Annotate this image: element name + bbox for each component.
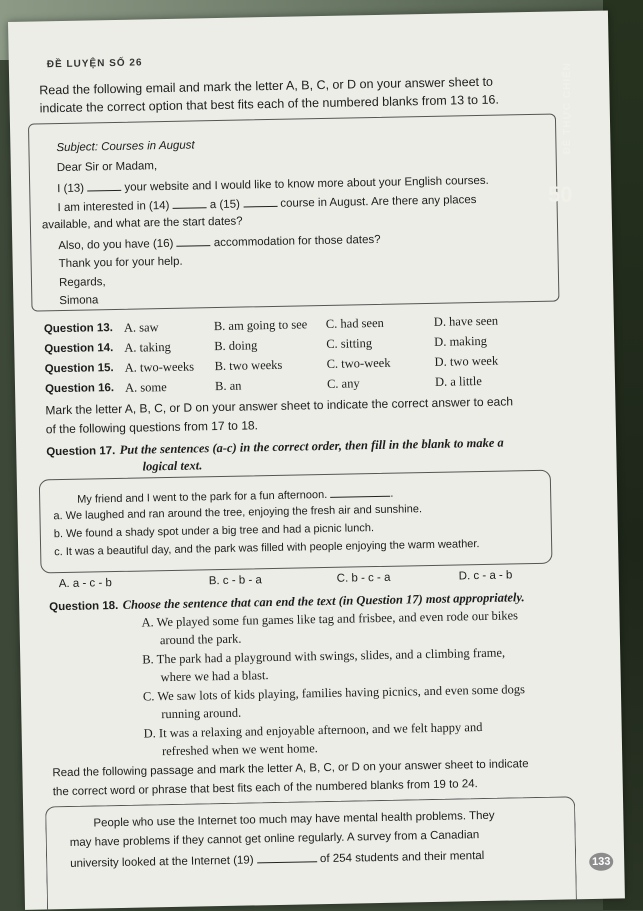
instructions-1-line-1: Read the following email and mark the letter A, B, C, or D on your answer sheet to [39,74,494,98]
passage-line-1: People who use the Internet too much may have mental health problems. They [93,809,495,830]
q18-option-c-line-1: C. We saw lots of kids playing, families having picnics, and even some dogs [142,682,526,704]
q18-option-d-line-2: refreshed when we went home. [161,741,318,759]
blank-13 [87,180,121,192]
email-signature: Simona [59,294,99,308]
q18-option-b-line-2: where we had a blast. [160,668,269,685]
q14-option-c: C. sitting [326,336,373,351]
email-salutation: Dear Sir or Madam, [56,160,158,175]
email-subject: Subject: Courses in August [56,139,195,155]
q15-option-c: C. two-week [326,355,391,371]
instructions-1-line-2: indicate the correct option that best fits each of the numbered blanks from 13 to 16. [39,92,500,116]
q15-label: Question 15. [44,362,114,376]
q18-option-a-line-1: A. We played some fun games like tag and frisbee, and even rode our bikes [141,608,519,630]
q13-option-a: A. saw [123,320,159,335]
q13-option-b: B. am going to see [213,317,308,334]
q14-option-d: D. making [434,333,488,349]
email-line-2: I am interested in (14) a (15) course in August. Are there any places [57,194,477,215]
q17-sentence-b: b. We found a shady spot under a big tree and had a picnic lunch. [53,522,375,541]
page-number: 133 [589,853,613,871]
q13-option-c: C. had seen [325,315,384,331]
q17-sentence-c: c. It was a beautiful day, and the park was filled with people enjoying the warm weather. [54,538,480,559]
instructions-2-line-2: of the following questions from 17 to 18. [45,418,259,437]
email-line-3: available, and what are the start dates? [41,215,243,232]
instructions-3-line-1: Read the following passage and mark the letter A, B, C, or D on your answer sheet to indicate [52,758,529,780]
q17-option-c: C. b - c - a [336,571,391,585]
q15-option-b: B. two weeks [214,357,283,374]
side-tab-number: 50 [548,182,573,207]
q17-heading: Question 17. Put the sentences (a-c) in the correct order, then fill in the blank to make a [46,435,504,459]
blank-19 [257,851,317,863]
side-tab-label: ĐỀ THỰC CHIẾN [562,62,573,155]
q13-label: Question 13. [43,322,114,336]
q14-option-b: B. doing [214,338,258,354]
q17-option-b: B. c - b - a [208,574,262,588]
instructions-3-line-2: the correct word or phrase that best fits each of the numbered blanks from 19 to 24. [52,778,478,799]
q18-heading: Question 18. Choose the sentence that can end the text (in Question 17) most appropriately. [49,590,525,614]
q17-option-d: D. c - a - b [458,569,513,583]
blank-15 [243,196,277,208]
q18-option-a-line-2: around the park. [159,631,242,648]
q16-label: Question 16. [44,382,115,396]
email-line-1: I (13) your website and I would like to know more about your English courses. [57,174,489,196]
instructions-2-line-1: Mark the letter A, B, C, or D on your answer sheet to indicate the correct answer to each [45,394,514,418]
q17-sentence-box [39,470,553,574]
q17-lead: My friend and I went to the park for a fun afternoon. . [77,487,394,506]
email-line-4: Also, do you have (16) accommodation for those dates? [58,233,381,253]
q14-option-a: A. taking [124,339,171,355]
q15-option-d: D. two week [434,353,499,369]
q17-option-a: A. a - c - b [58,577,112,591]
q18-option-b-line-1: B. The park had a playground with swings, slides, and a climbing frame, [142,645,506,667]
q15-option-a: A. two-weeks [124,359,195,375]
email-thanks: Thank you for your help. [58,255,183,271]
side-tab [548,62,576,262]
q18-option-d-line-1: D. It was a relaxing and enjoyable afternoon, and we felt happy and [143,720,483,741]
q14-label: Question 14. [44,342,114,356]
worksheet-page [8,10,625,909]
q16-option-b: B. an [214,378,242,394]
q13-option-d: D. have seen [433,313,499,329]
q16-option-c: C. any [326,376,360,391]
blank-14 [172,197,206,209]
q18-option-c-line-2: running around. [161,705,242,722]
passage-line-3: university looked at the Internet (19) of 254 students and their mental [70,850,485,870]
email-regards: Regards, [58,276,106,290]
q16-option-d: D. a little [434,373,482,389]
q17-prompt-line-2: logical text. [142,458,203,474]
q16-option-a: A. some [124,380,167,395]
blank-17 [330,486,390,498]
blank-16 [176,235,210,247]
page-header: ĐỀ LUYỆN SỐ 26 [46,57,143,71]
passage-line-2: may have problems if they cannot get online regularly. A survey from a Canadian [69,829,480,849]
q17-sentence-a: a. We laughed and ran around the tree, enjoying the fresh air and sunshine. [53,503,423,523]
